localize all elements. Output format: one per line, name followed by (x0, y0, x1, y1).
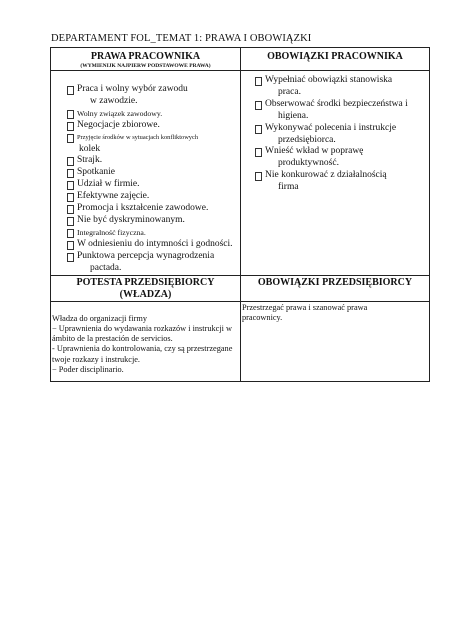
list-item (67, 155, 240, 167)
checkbox-icon (67, 217, 74, 226)
text-line: ámbito de la prestación de servicios. (52, 334, 173, 344)
page-title: DEPARTAMENT FOL_TEMAT 1: PRAWA I OBOWIĄZKI (51, 33, 312, 44)
employer-duties-header-cell (241, 275, 430, 301)
item-text-continuation: higiena. (278, 110, 309, 121)
checkbox-icon (255, 148, 262, 157)
checkbox-icon (67, 110, 74, 119)
list-item (67, 179, 240, 191)
rights-duties-table (50, 47, 430, 382)
checkbox-icon (255, 101, 262, 110)
item-text: Wykonywać polecenia i instrukcje (265, 122, 397, 133)
list-item (67, 108, 240, 120)
item-text-continuation: firma (278, 182, 299, 193)
checkbox-icon (67, 241, 74, 250)
duties-cell (241, 71, 430, 276)
text-line: - Uprawnienia do kontrolowania, czy są przestrzegane (52, 344, 233, 354)
item-text: Wnieść wkład w poprawę (265, 146, 364, 157)
item-text: Przyjęcie środków w sytuacjach konfliktowych (77, 133, 199, 141)
checkbox-icon (67, 181, 74, 190)
list-item (67, 215, 240, 227)
checkbox-icon (67, 134, 74, 143)
checkbox-icon (67, 157, 74, 166)
employer-duties-cell (241, 301, 430, 381)
list-item (67, 120, 240, 132)
item-text: Integralność fizyczna. (77, 227, 146, 237)
checkbox-icon (255, 125, 262, 134)
list-item (255, 75, 429, 99)
list-item (255, 123, 429, 147)
item-text: Promocja i kształcenie zawodowe. (77, 203, 209, 214)
text-line: pracownicy. (242, 312, 283, 322)
employer-power-cell (51, 301, 241, 381)
item-text: Efektywne zajęcie. (77, 191, 150, 202)
item-text-continuation: pactada. (90, 262, 122, 273)
employer-power-header: POTESTA PRZEDSIĘBIORCY (WŁADZA) (76, 276, 215, 300)
list-item (67, 132, 240, 156)
item-text: Spotkanie (77, 167, 115, 178)
duties-header-cell (241, 48, 430, 71)
item-text: Udział w firmie. (77, 179, 140, 190)
text-line: − Uprawnienia do wydawania rozkazów i instrukcji w (52, 323, 233, 333)
rights-cell (51, 71, 241, 276)
item-text: Negocjacje zbiorowe. (77, 119, 160, 130)
text-line: Przestrzegać prawa i szanować prawa (242, 302, 368, 312)
list-item (67, 227, 240, 239)
checkbox-icon (67, 169, 74, 178)
item-text-continuation: przedsiębiorca. (278, 134, 336, 145)
rights-header-cell (51, 48, 241, 71)
item-text: Strajk. (77, 155, 103, 166)
list-item (67, 251, 240, 275)
text-line: Władza do organizacji firmy (52, 313, 147, 323)
item-text: Praca i wolny wybór zawodu (77, 84, 188, 94)
list-item (255, 99, 429, 123)
employer-power-text (51, 302, 240, 376)
list-item (67, 84, 240, 108)
checkbox-icon (67, 229, 74, 238)
list-item (67, 191, 240, 203)
item-text-continuation: w zawodzie. (90, 95, 138, 106)
list-item (255, 146, 429, 170)
checkbox-icon (67, 253, 74, 262)
item-text: Wypełniać obowiązki stanowiska (265, 75, 393, 85)
item-text-continuation: kolek (79, 143, 101, 154)
list-item (255, 170, 429, 194)
text-line: twoje rozkazy i instrukcje. (52, 354, 141, 364)
rights-list (67, 84, 240, 275)
employer-duties-header: OBOWIĄZKI PRZEDSIĘBIORCY (257, 276, 413, 288)
employer-power-header-cell (51, 275, 241, 301)
duties-header: OBOWIĄZKI PRACOWNIKA (267, 51, 403, 62)
item-text: Punktowa percepcja wynagrodzenia (77, 250, 215, 261)
rights-subheader: (WYMIENIJK NAJPIERW PODSTAWOWE PRAWA) (80, 63, 211, 69)
checkbox-icon (67, 122, 74, 131)
checkbox-icon (255, 172, 262, 181)
item-text: Nie konkurować z działalnością (265, 170, 387, 181)
item-text: Wolny związek zawodowy. (77, 108, 163, 118)
item-text: Obserwować środki bezpieczeństwa i (265, 98, 408, 109)
text-line: − Poder disciplinario. (52, 364, 124, 374)
item-text: Nie być dyskryminowanym. (77, 214, 185, 225)
checkbox-icon (255, 77, 262, 86)
item-text: W odniesieniu do intymności i godności. (77, 238, 233, 249)
checkbox-icon (67, 86, 74, 95)
list-item (67, 203, 240, 215)
item-text-continuation: produktywność. (278, 158, 339, 169)
employer-duties-text (241, 302, 429, 324)
checkbox-icon (67, 205, 74, 214)
list-item (67, 239, 240, 251)
rights-header: PRAWA PRACOWNIKA (90, 51, 201, 62)
duties-list (255, 75, 429, 194)
checkbox-icon (67, 193, 74, 202)
list-item (67, 167, 240, 179)
item-text-continuation: praca. (278, 86, 301, 97)
